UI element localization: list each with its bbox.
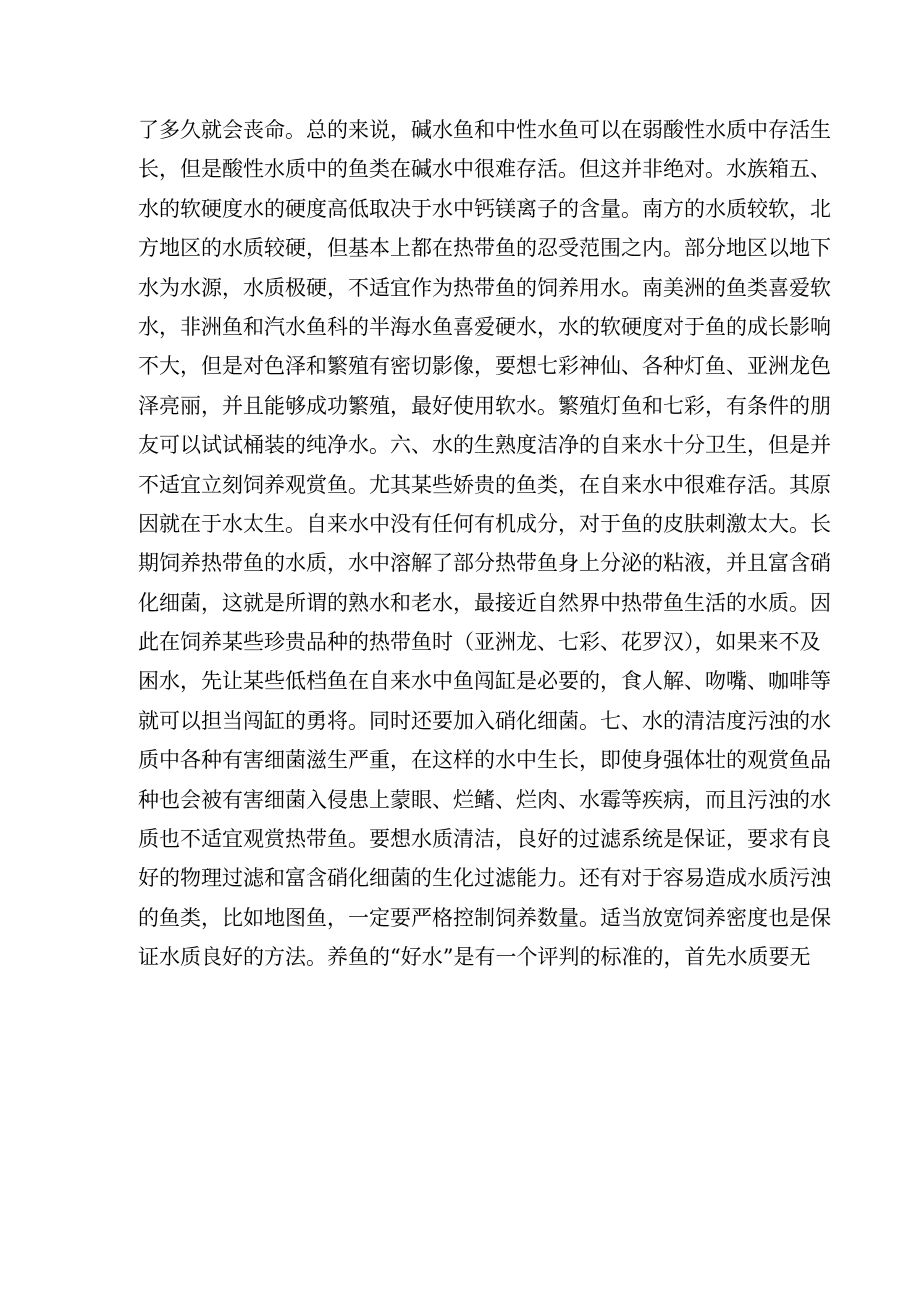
text-line-1: 了多久就会丧命。总的来说，碱水鱼和中性水鱼可以在弱酸性水质中存活生 [138,118,831,142]
text-line-17: 质中各种有害细菌滋生严重，在这样的水中生长，即使身强体壮的观赏鱼品 [138,748,831,773]
text-line-14: 此在饲养某些珍贵品种的热带鱼时（亚洲龙、七彩、花罗汉），如果来不及 [138,630,821,655]
text-line-19: 质也不适宜观赏热带鱼。要想水质清洁，良好的过滤系统是保证，要求有良 [138,827,831,852]
text-line-12: 期饲养热带鱼的水质，水中溶解了部分热带鱼身上分泌的粘液，并且富含硝 [138,551,831,576]
text-line-10: 不适宜立刻饲养观赏鱼。尤其某些娇贵的鱼类，在自来水中很难存活。其原 [138,472,831,497]
text-line-6: 水，非洲鱼和汽水鱼科的半海水鱼喜爱硬水，水的软硬度对于鱼的成长影响 [138,314,831,339]
body-text [138,111,831,978]
text-line-16: 就可以担当闯缸的勇将。同时还要加入硝化细菌。七、水的清洁度污浊的水 [138,708,831,733]
text-line-9: 友可以试试桶装的纯净水。六、水的生熟度洁净的自来水十分卫生，但是并 [138,433,831,458]
text-line-21: 的鱼类，比如地图鱼，一定要严格控制饲养数量。适当放宽饲养密度也是保 [138,905,831,930]
text-line-13: 化细菌，这就是所谓的熟水和老水，最接近自然界中热带鱼生活的水质。因 [138,590,831,615]
text-line-7: 不大，但是对色泽和繁殖有密切影像，要想七彩神仙、各种灯鱼、亚洲龙色 [138,354,831,379]
text-line-15: 困水，先让某些低档鱼在自来水中鱼闯缸是必要的，食人解、吻嘴、咖啡等 [138,669,831,694]
text-line-11: 因就在于水太生。自来水中没有任何有机成分，对于鱼的皮肤刺激太大。长 [138,511,831,536]
text-line-5: 水为水源，水质极硬，不适宜作为热带鱼的饲养用水。南美洲的鱼类喜爱软 [138,275,831,300]
text-line-22: 证水质良好的方法。养鱼的“好水”是有一个评判的标准的，首先水质要无 [138,945,811,970]
text-line-18: 种也会被有害细菌入侵患上蒙眼、烂鳍、烂肉、水霉等疾病，而且污浊的水 [138,787,831,812]
text-line-20: 好的物理过滤和富含硝化细菌的生化过滤能力。还有对于容易造成水质污浊 [138,866,831,891]
text-line-8: 泽亮丽，并且能够成功繁殖，最好使用软水。繁殖灯鱼和七彩，有条件的朋 [138,393,831,418]
text-line-3: 水的软硬度水的硬度高低取决于水中钙镁离子的含量。南方的水质较软，北 [138,196,831,221]
text-line-2: 长，但是酸性水质中的鱼类在碱水中很难存活。但这并非绝对。水族箱五、 [138,157,831,182]
text-line-4: 方地区的水质较硬，但基本上都在热带鱼的忍受范围之内。部分地区以地下 [138,236,831,261]
